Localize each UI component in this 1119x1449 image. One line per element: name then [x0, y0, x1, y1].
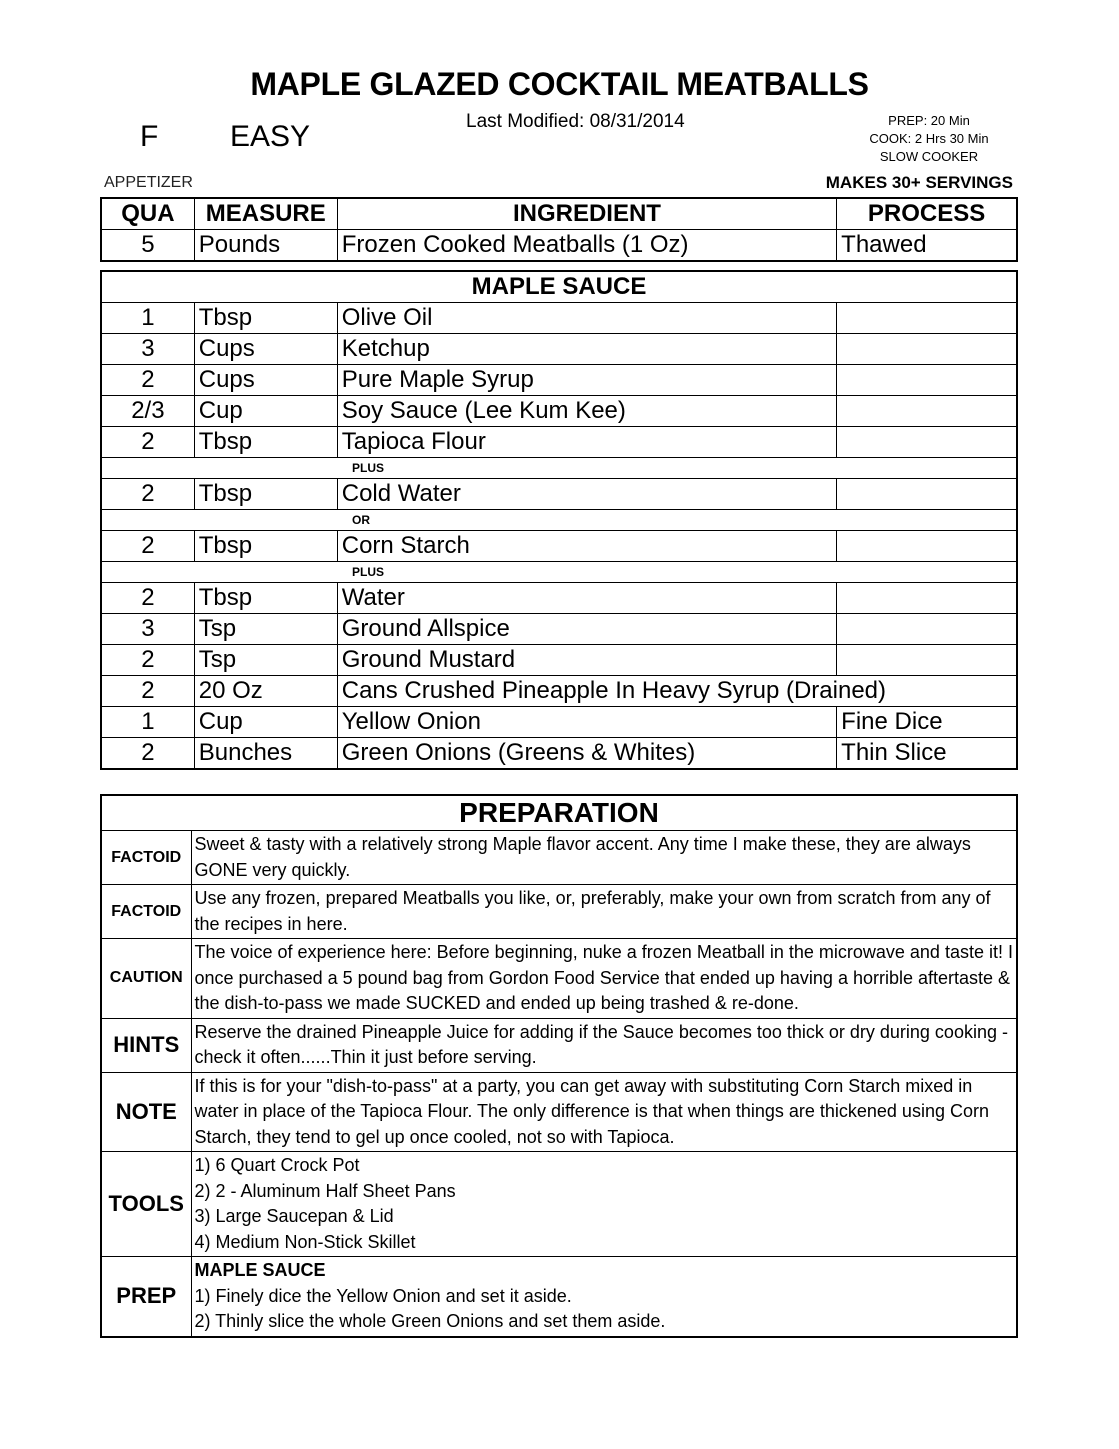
- qua-cell: 2: [101, 645, 194, 676]
- ingredient-cell: Ground Mustard: [337, 645, 836, 676]
- section-line: If this is for your "dish-to-pass" at a party, you can get away with substituting Corn Starch mixed in water in place of the Tapioca Flour. The only difference is that when things are thickened using Corn Starch, they tend to gel up once cooled, not so with Tapioca.: [194, 1075, 989, 1147]
- section-line: 2) 2 - Aluminum Half Sheet Pans: [194, 1180, 456, 1201]
- prep-time: PREP: 20 Min: [888, 113, 970, 128]
- process-cell: [837, 583, 1017, 614]
- table-row: [101, 583, 1017, 614]
- difficulty-level: EASY: [230, 120, 311, 153]
- ingredient-cell: Olive Oil: [337, 303, 836, 334]
- measure-cell: Cup: [194, 396, 337, 427]
- sauce-ingredients-table: [100, 270, 1018, 770]
- table-row: [101, 738, 1017, 770]
- section-label: FACTOID: [101, 885, 191, 939]
- preparation-table: [100, 794, 1018, 1338]
- section-text: [191, 1257, 1017, 1337]
- table-row: [101, 531, 1017, 562]
- cook-time: COOK: 2 Hrs 30 Min: [869, 131, 989, 146]
- section-line: 1) 6 Quart Crock Pot: [194, 1155, 360, 1175]
- table-row: [101, 396, 1017, 427]
- measure-cell: Cups: [194, 365, 337, 396]
- section-text: [191, 1018, 1017, 1072]
- column-header-process: PROCESS: [837, 198, 1017, 230]
- qua-cell: 2: [101, 531, 194, 562]
- qua-cell: 2: [101, 583, 194, 614]
- process-cell: [837, 645, 1017, 676]
- connector-word: PLUS: [352, 565, 385, 579]
- ingredient-cell: Pure Maple Syrup: [337, 365, 836, 396]
- section-text: [191, 939, 1017, 1019]
- qua-cell: 3: [101, 334, 194, 365]
- ingredient-cell: Ground Allspice: [337, 614, 836, 645]
- connector-row: [101, 562, 1017, 583]
- qua-cell: 2: [101, 676, 194, 707]
- category-letter: F: [140, 120, 159, 153]
- qua-cell: 1: [101, 303, 194, 334]
- section-label: HINTS: [101, 1018, 191, 1072]
- table-row: [101, 303, 1017, 334]
- table-row: [101, 479, 1017, 510]
- servings: MAKES 30+ SERVINGS: [825, 173, 1013, 192]
- preparation-section-prep: [101, 1257, 1017, 1337]
- section-label: NOTE: [101, 1072, 191, 1152]
- process-cell: Fine Dice: [837, 707, 1017, 738]
- qua-cell: 2: [101, 738, 194, 770]
- column-header-ingredient: INGREDIENT: [337, 198, 836, 230]
- table-row: [101, 427, 1017, 458]
- section-label: CAUTION: [101, 939, 191, 1019]
- connector-word: OR: [352, 513, 370, 527]
- connector-cell: [101, 458, 1017, 479]
- ingredient-cell: Frozen Cooked Meatballs (1 Oz): [337, 230, 836, 262]
- table-row: [101, 230, 1017, 262]
- ingredient-cell: Water: [337, 583, 836, 614]
- connector-cell: [101, 510, 1017, 531]
- measure-cell: Pounds: [194, 230, 337, 262]
- ingredient-cell: Corn Starch: [337, 531, 836, 562]
- process-cell: [837, 479, 1017, 510]
- preparation-section-factoid: [101, 885, 1017, 939]
- table-row: [101, 614, 1017, 645]
- qua-cell: 5: [101, 230, 194, 262]
- ingredient-cell: Cold Water: [337, 479, 836, 510]
- table-row: [101, 334, 1017, 365]
- preparation-title-row: [101, 795, 1017, 831]
- connector-row: [101, 510, 1017, 531]
- section-line: Use any frozen, prepared Meatballs you like, or, preferably, make your own from scratch from any of the recipes in here.: [194, 888, 991, 934]
- sauce-title: MAPLE SAUCE: [101, 271, 1017, 303]
- section-line: 1) Finely dice the Yellow Onion and set it aside.: [194, 1285, 572, 1306]
- section-text: [191, 1072, 1017, 1152]
- ingredient-cell: Ketchup: [337, 334, 836, 365]
- qua-cell: 3: [101, 614, 194, 645]
- measure-cell: 20 Oz: [194, 676, 337, 707]
- table-row: [101, 365, 1017, 396]
- section-label: PREP: [101, 1257, 191, 1337]
- ingredient-cell: Green Onions (Greens & Whites): [337, 738, 836, 770]
- section-text: [191, 885, 1017, 939]
- preparation-section-tools: [101, 1152, 1017, 1257]
- measure-cell: Tbsp: [194, 583, 337, 614]
- table-row: [101, 707, 1017, 738]
- main-ingredients-table: [100, 197, 1018, 262]
- measure-cell: Tbsp: [194, 427, 337, 458]
- process-cell: [837, 365, 1017, 396]
- process-cell: Thin Slice: [837, 738, 1017, 770]
- connector-row: [101, 458, 1017, 479]
- column-header-measure: MEASURE: [194, 198, 337, 230]
- measure-cell: Tsp: [194, 645, 337, 676]
- process-cell: [837, 427, 1017, 458]
- section-label: FACTOID: [101, 831, 191, 885]
- process-cell: [837, 303, 1017, 334]
- column-header-qua: QUA: [101, 198, 194, 230]
- measure-cell: Tsp: [194, 614, 337, 645]
- process-cell: [837, 531, 1017, 562]
- preparation-title: PREPARATION: [101, 795, 1017, 831]
- ingredient-cell: Tapioca Flour: [337, 427, 836, 458]
- qua-cell: 2: [101, 479, 194, 510]
- preparation-section-note: [101, 1072, 1017, 1152]
- cook-method: SLOW COOKER: [879, 149, 979, 164]
- measure-cell: Tbsp: [194, 303, 337, 334]
- qua-cell: 2: [101, 427, 194, 458]
- ingredient-cell: Cans Crushed Pineapple In Heavy Syrup (Drained): [337, 676, 1017, 707]
- preparation-section-hints: [101, 1018, 1017, 1072]
- process-cell: [837, 614, 1017, 645]
- measure-cell: Bunches: [194, 738, 337, 770]
- preparation-section-caution: [101, 939, 1017, 1019]
- section-line: 2) Thinly slice the whole Green Onions and set them aside.: [194, 1311, 666, 1331]
- process-cell: Thawed: [837, 230, 1017, 262]
- connector-cell: [101, 562, 1017, 583]
- time-info: [840, 112, 1018, 166]
- section-label: TOOLS: [101, 1152, 191, 1257]
- table-row: [101, 645, 1017, 676]
- section-line: The voice of experience here: Before beginning, nuke a frozen Meatball in the microwave and taste it! I once purchased a 5 pound bag from Gordon Food Service that ended up having a horrible aftertaste & the dish-to-pass we made SUCKED and ended up being trashed & re-done.: [194, 942, 1013, 1013]
- table-header-row: [101, 198, 1017, 230]
- section-line: 4) Medium Non-Stick Skillet: [194, 1231, 416, 1252]
- process-cell: [837, 396, 1017, 427]
- process-cell: [837, 334, 1017, 365]
- measure-cell: Tbsp: [194, 479, 337, 510]
- section-text: [191, 831, 1017, 885]
- measure-cell: Cups: [194, 334, 337, 365]
- section-subheading: MAPLE SAUCE: [194, 1260, 326, 1280]
- section-line: Sweet & tasty with a relatively strong Maple flavor accent. Any time I make these, they are always GONE very quickly.: [194, 834, 971, 880]
- ingredient-cell: Soy Sauce (Lee Kum Kee): [337, 396, 836, 427]
- sauce-title-row: [101, 271, 1017, 303]
- qua-cell: 1: [101, 707, 194, 738]
- ingredient-cell: Yellow Onion: [337, 707, 836, 738]
- preparation-section-factoid: [101, 831, 1017, 885]
- section-line: Reserve the drained Pineapple Juice for adding if the Sauce becomes too thick or dry during cooking - check it often......Thin it just before serving.: [194, 1021, 1008, 1067]
- qua-cell: 2/3: [101, 396, 194, 427]
- course-type: APPETIZER: [104, 174, 193, 191]
- last-modified: Last Modified: 08/31/2014: [466, 111, 685, 132]
- table-row: [101, 676, 1017, 707]
- measure-cell: Cup: [194, 707, 337, 738]
- connector-word: PLUS: [352, 461, 385, 475]
- qua-cell: 2: [101, 365, 194, 396]
- measure-cell: Tbsp: [194, 531, 337, 562]
- section-text: [191, 1152, 1017, 1257]
- recipe-title: MAPLE GLAZED COCKTAIL MEATBALLS: [250, 66, 869, 102]
- section-line: 3) Large Saucepan & Lid: [194, 1206, 394, 1226]
